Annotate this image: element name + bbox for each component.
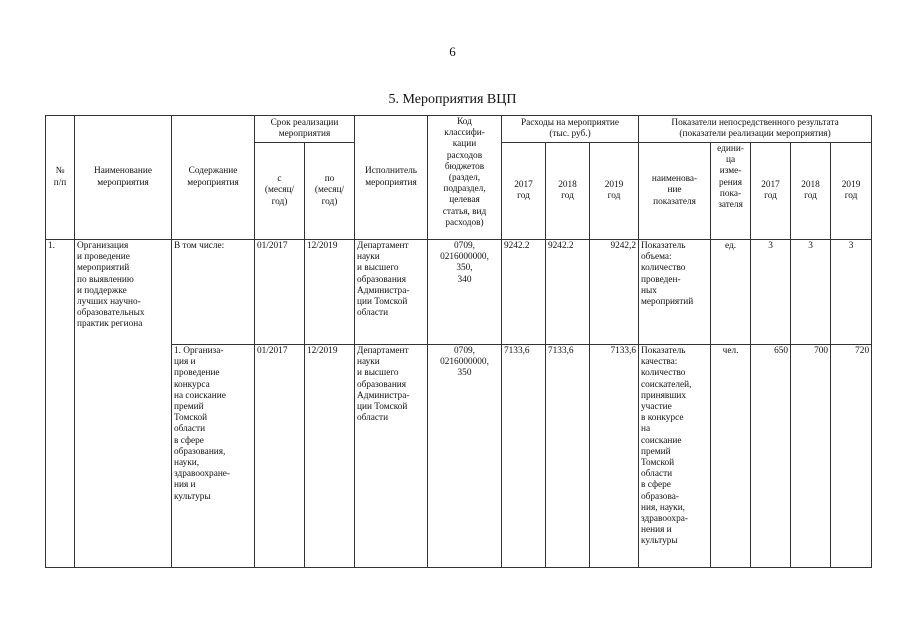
header-code: Код классифи- кации расходов бюджетов (раздел, подраздел, целевая статья, вид расходов) bbox=[428, 116, 502, 240]
cell-content: В том числе: bbox=[172, 240, 255, 345]
cell-exp-2019: 7133,6 bbox=[590, 345, 639, 568]
cell-ind-2017: 650 bbox=[751, 345, 791, 568]
cell-ind-unit: ед. bbox=[711, 240, 751, 345]
header-ind-name: наименова- ние показателя bbox=[639, 143, 711, 240]
cell-exp-2018: 7133,6 bbox=[546, 345, 590, 568]
cell-exp-2019: 9242,2 bbox=[590, 240, 639, 345]
header-num: № п/п bbox=[46, 116, 75, 240]
cell-exp-2017: 9242.2 bbox=[502, 240, 546, 345]
cell-code: 0709, 0216000000, 350 bbox=[428, 345, 502, 568]
header-content: Содержание мероприятия bbox=[172, 116, 255, 240]
table-header bbox=[46, 116, 872, 240]
header-name: Наименование мероприятия bbox=[75, 116, 172, 240]
cell-executor: Департамент науки и высшего образования Администра- ции Томской области bbox=[355, 240, 428, 345]
cell-to: 12/2019 bbox=[305, 345, 355, 568]
cell-code: 0709, 0216000000, 350, 340 bbox=[428, 240, 502, 345]
header-exp-2017: 2017 год bbox=[502, 143, 546, 240]
cell-to: 12/2019 bbox=[305, 240, 355, 345]
cell-executor: Департамент науки и высшего образования Администра- ции Томской области bbox=[355, 345, 428, 568]
cell-exp-2018: 9242.2 bbox=[546, 240, 590, 345]
cell-exp-2017: 7133,6 bbox=[502, 345, 546, 568]
cell-ind-2019: 720 bbox=[831, 345, 872, 568]
page-number: 6 bbox=[449, 44, 456, 59]
header-ind-2019: 2019 год bbox=[831, 143, 872, 240]
header-period-from: с (месяц/ год) bbox=[255, 143, 305, 240]
cell-from: 01/2017 bbox=[255, 240, 305, 345]
header-indicators: Показатели непосредственного результата (показатели реализации мероприятия) bbox=[639, 116, 872, 143]
header-period: Срок реализации мероприятия bbox=[255, 116, 355, 143]
header-ind-2018: 2018 год bbox=[791, 143, 831, 240]
header-period-to: по (месяц/ год) bbox=[305, 143, 355, 240]
cell-ind-name: Показатель объема: количество проведен- ных мероприятий bbox=[639, 240, 711, 345]
header-ind-unit: едини- ца изме- рения пока- зателя bbox=[711, 143, 751, 240]
cell-ind-2018: 700 bbox=[791, 345, 831, 568]
cell-ind-name: Показатель качества: количество соискателей, принявших участие в конкурсе на соискание премий Томской области в сфере образова- ния, науки, здравоохра- нения и культуры bbox=[639, 345, 711, 568]
cell-num: 1. bbox=[46, 240, 75, 568]
activities-table bbox=[45, 115, 872, 568]
cell-from: 01/2017 bbox=[255, 345, 305, 568]
header-executor: Исполнитель мероприятия bbox=[355, 116, 428, 240]
cell-content: 1. Организа- ция и проведение конкурса на соискание премий Томской области в сфере образования, науки, здравоохране- ния и культуры bbox=[172, 345, 255, 568]
header-exp-2018: 2018 год bbox=[546, 143, 590, 240]
header-ind-2017: 2017 год bbox=[751, 143, 791, 240]
cell-ind-2017: 3 bbox=[751, 240, 791, 345]
table-row bbox=[46, 240, 872, 345]
cell-ind-2018: 3 bbox=[791, 240, 831, 345]
cell-name: Организация и проведение мероприятий по выявлению и поддержке лучших научно- образовательных практик региона bbox=[75, 240, 172, 568]
section-title: 5. Мероприятия ВЦП bbox=[388, 92, 517, 107]
cell-ind-2019: 3 bbox=[831, 240, 872, 345]
header-expenses: Расходы на мероприятие (тыс. руб.) bbox=[502, 116, 639, 143]
header-exp-2019: 2019 год bbox=[590, 143, 639, 240]
cell-ind-unit: чел. bbox=[711, 345, 751, 568]
